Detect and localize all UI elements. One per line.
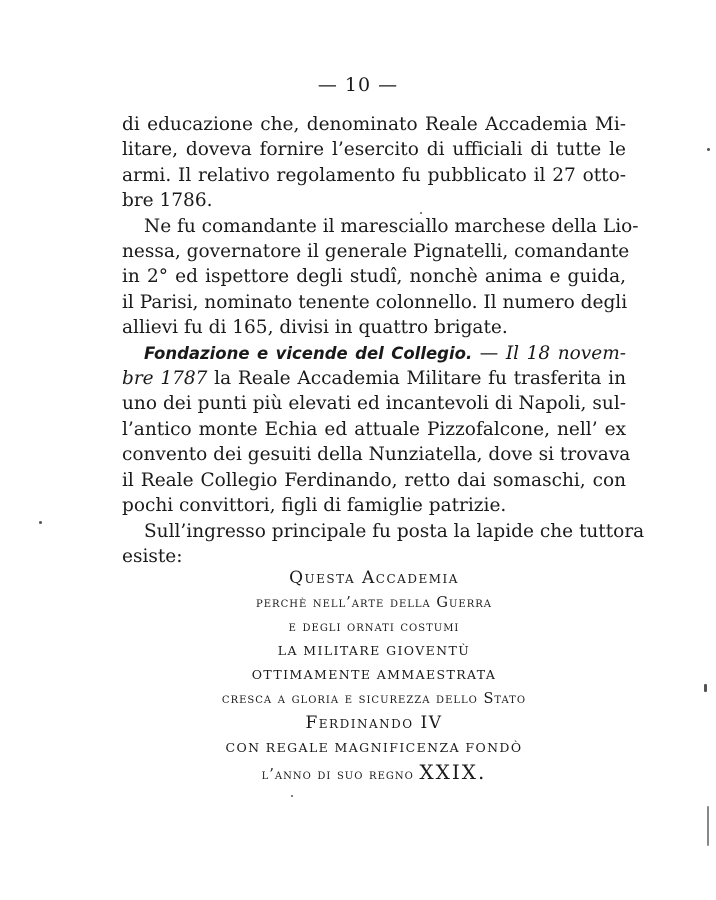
inscription-line: perchè nell’arte della Guerra [256,595,492,611]
text-fragment: la Reale Accademia Militare fu trasferita in [207,368,626,390]
body-text [122,112,645,569]
scan-speck [707,148,710,151]
italic-date: bre 1787 [122,368,208,390]
text-line: pochi convittori, figli di famiglie patrizie. [122,495,507,517]
text-line [122,366,626,391]
scan-speck [707,806,709,846]
section-title: Fondazione e vicende del Collegio. [144,343,473,363]
text-line: il Reale Collegio Ferdinando, retto dai somaschi, con [122,469,626,491]
scan-speck [291,795,293,797]
section-heading-line [122,341,626,366]
text-line: Sull’ingresso principale fu posta la lapide che tuttora [144,520,645,542]
inscription-line [122,760,626,787]
text-line: il Parisi, nominato tenente colonnello. Il numero degli [122,291,628,313]
lapide-inscription [122,566,626,787]
scan-speck [704,684,707,692]
inscription-line: Ferdinando IV [305,713,443,733]
text-line: convento dei gesuiti della Nunziatella, dove si trovava [122,444,631,466]
dash: — [472,342,506,364]
italic-date: Il 18 novem- [505,342,627,364]
text-line: l’antico monte Echia ed attuale Pizzofalcone, nell’ ex [122,418,626,440]
inscription-line: Questa Accademia [289,568,459,588]
text-line: Ne fu comandante il maresciallo marchese della Lio- [144,215,639,237]
text-line: bre 1786. [122,190,213,212]
text-line: esiste: [122,545,183,567]
inscription-line: LA MILITARE GIOVENTÙ [277,643,471,658]
scan-speck [420,212,422,214]
scan-speck [39,521,42,524]
text-line: nessa, governatore il generale Pignatelli, comandante [122,241,630,263]
inscription-line: cresca a gloria e sicurezza dello Stato [221,691,527,707]
inscription-text: l’anno di suo regno [261,767,414,783]
text-line: uno dei punti più elevati ed incantevoli di Napoli, sul- [122,393,626,415]
text-line: litare, doveva fornire l’esercito di ufficiali di tutte le [122,139,626,161]
inscription-line: OTTIMAMENTE AMMAESTRATA [251,667,497,682]
inscription-line: e degli ornati costumi [288,619,460,635]
text-line: in 2° ed ispettore degli studî, nonchè anima e guida, [122,266,626,288]
text-line: allievi fu di 165, divisi in quattro brigate. [122,317,508,339]
text-line: armi. Il relativo regolamento fu pubblicato il 27 otto- [122,164,626,186]
text-line: di educazione che, denominato Reale Accademia Mi- [122,114,626,135]
inscription-line: CON REGALE MAGNIFICENZA FONDÒ [225,740,523,755]
page-number: — 10 — [317,74,399,96]
regnal-year-numeral: XXIX. [419,760,487,784]
